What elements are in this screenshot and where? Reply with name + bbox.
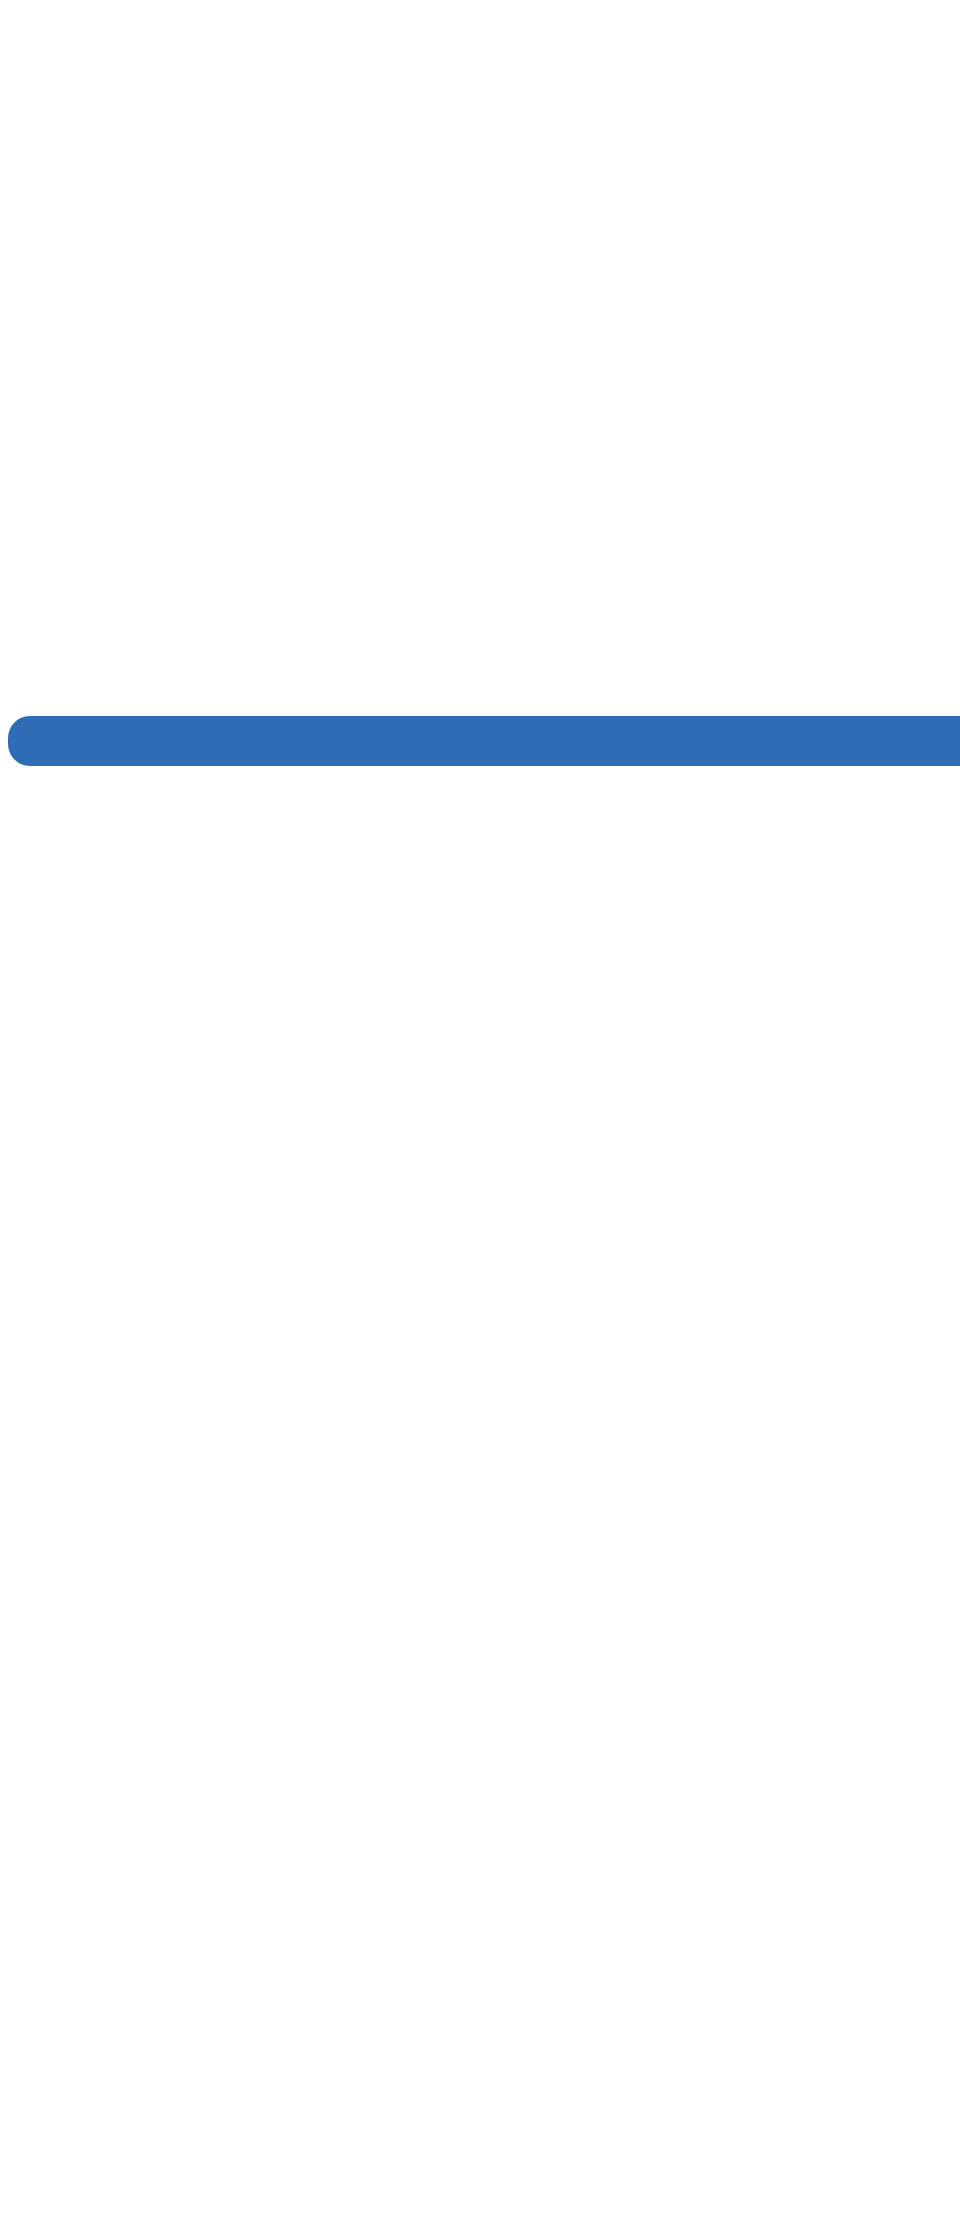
chapter-banner	[8, 716, 960, 766]
